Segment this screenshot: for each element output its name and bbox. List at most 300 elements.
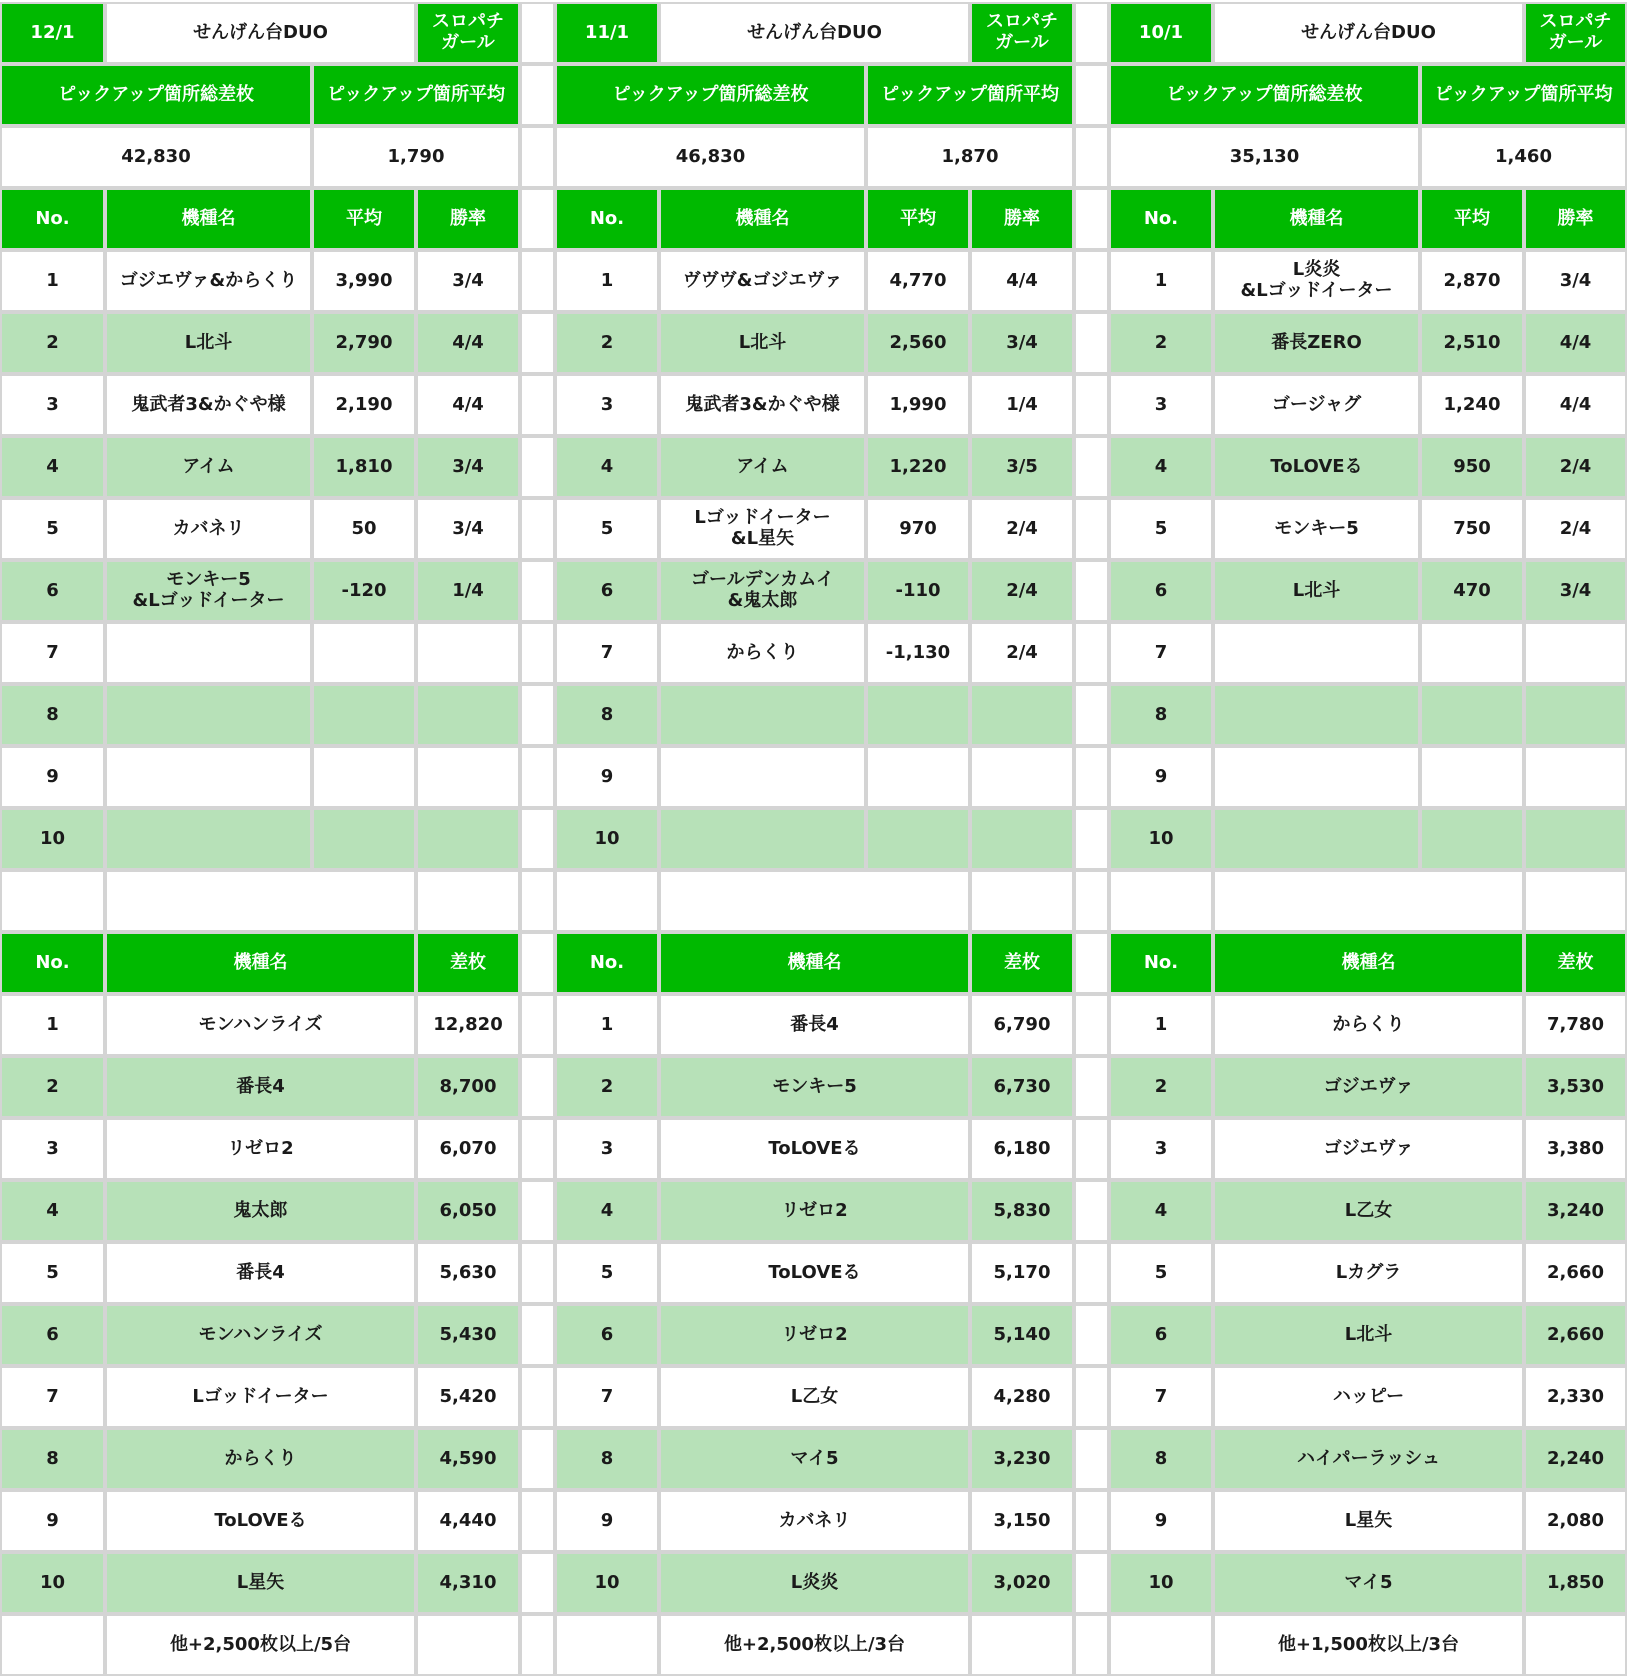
rank-cell: 2,330 xyxy=(1524,1366,1627,1428)
panel-date: 10/1 xyxy=(1109,2,1213,64)
rank-cell: 5 xyxy=(1109,1242,1213,1304)
pickup-cell xyxy=(866,746,970,808)
pickup-cell: 4 xyxy=(0,436,105,498)
rank-cell: 2 xyxy=(555,1056,659,1118)
pickup-header-cell: No. xyxy=(555,188,659,250)
total-value: 42,830 xyxy=(0,126,312,188)
pickup-cell: 470 xyxy=(1420,560,1524,622)
separator-cell xyxy=(1074,684,1109,746)
blank-cell xyxy=(1524,870,1627,932)
rank-cell: 2 xyxy=(1109,1056,1213,1118)
pickup-cell: L北斗 xyxy=(659,312,866,374)
pickup-cell xyxy=(312,684,416,746)
rank-header-cell: 差枚 xyxy=(416,932,520,994)
pickup-cell: ToLOVEる xyxy=(1213,436,1420,498)
pickup-cell: 7 xyxy=(555,622,659,684)
pickup-cell: 6 xyxy=(0,560,105,622)
rank-cell: 3,230 xyxy=(970,1428,1074,1490)
pickup-header-cell: 勝率 xyxy=(416,188,520,250)
pickup-cell: 3/4 xyxy=(970,312,1074,374)
rank-cell: 1 xyxy=(0,994,105,1056)
separator-cell xyxy=(520,994,555,1056)
separator-cell xyxy=(1074,808,1109,870)
rank-cell: マイ5 xyxy=(659,1428,970,1490)
separator-cell xyxy=(520,932,555,994)
pickup-header-cell: 平均 xyxy=(866,188,970,250)
pickup-cell: 7 xyxy=(0,622,105,684)
pickup-header-cell: No. xyxy=(1109,188,1213,250)
rank-cell: 4 xyxy=(1109,1180,1213,1242)
pickup-cell xyxy=(416,622,520,684)
pickup-header-cell: 平均 xyxy=(312,188,416,250)
store-name: せんげん台DUO xyxy=(1213,2,1524,64)
pickup-cell xyxy=(1524,746,1627,808)
pickup-cell: 3/4 xyxy=(1524,250,1627,312)
pickup-cell: 2,510 xyxy=(1420,312,1524,374)
rank-cell: ゴジエヴァ xyxy=(1213,1118,1524,1180)
pickup-cell xyxy=(105,808,312,870)
pickup-cell: 2/4 xyxy=(1524,498,1627,560)
rank-cell: 4,440 xyxy=(416,1490,520,1552)
pickup-cell: カバネリ xyxy=(105,498,312,560)
rank-cell: 番長4 xyxy=(105,1056,416,1118)
pickup-cell: 4/4 xyxy=(970,250,1074,312)
pickup-cell: 4,770 xyxy=(866,250,970,312)
pickup-cell: 8 xyxy=(0,684,105,746)
rank-cell: 3,020 xyxy=(970,1552,1074,1614)
average-label: ピックアップ箇所平均 xyxy=(1420,64,1627,126)
separator-cell xyxy=(1074,622,1109,684)
pickup-header-cell: 機種名 xyxy=(659,188,866,250)
rank-header-cell: 機種名 xyxy=(105,932,416,994)
separator-cell xyxy=(1074,312,1109,374)
panel-date: 11/1 xyxy=(555,2,659,64)
rank-cell: 6,180 xyxy=(970,1118,1074,1180)
rank-cell: 8 xyxy=(0,1428,105,1490)
separator-cell xyxy=(520,250,555,312)
rank-cell: L乙女 xyxy=(1213,1180,1524,1242)
rank-cell: 5,830 xyxy=(970,1180,1074,1242)
separator-cell xyxy=(1074,250,1109,312)
total-label: ピックアップ箇所総差枚 xyxy=(0,64,312,126)
footer-note: 他+1,500枚以上/3台 xyxy=(1213,1614,1524,1676)
separator-cell xyxy=(520,64,555,126)
blank-cell xyxy=(555,1614,659,1676)
pickup-cell xyxy=(1213,622,1420,684)
pickup-header-cell: 勝率 xyxy=(1524,188,1627,250)
pickup-cell: 10 xyxy=(1109,808,1213,870)
separator-cell xyxy=(520,498,555,560)
rank-cell: 6,070 xyxy=(416,1118,520,1180)
separator-cell xyxy=(1074,932,1109,994)
pickup-cell xyxy=(659,808,866,870)
separator-cell xyxy=(1074,870,1109,932)
pickup-cell xyxy=(1213,684,1420,746)
pickup-cell: からくり xyxy=(659,622,866,684)
separator-cell xyxy=(520,1614,555,1676)
pickup-cell xyxy=(659,746,866,808)
pickup-cell: 2/4 xyxy=(970,622,1074,684)
average-value: 1,460 xyxy=(1420,126,1627,188)
total-value: 35,130 xyxy=(1109,126,1420,188)
store-name: せんげん台DUO xyxy=(659,2,970,64)
blank-cell xyxy=(1524,1614,1627,1676)
rank-cell: モンハンライズ xyxy=(105,1304,416,1366)
pickup-cell: L北斗 xyxy=(1213,560,1420,622)
pickup-cell: アイム xyxy=(659,436,866,498)
rank-cell: 6 xyxy=(555,1304,659,1366)
rank-cell: 鬼太郎 xyxy=(105,1180,416,1242)
pickup-cell: 4/4 xyxy=(416,312,520,374)
rank-cell: 5 xyxy=(0,1242,105,1304)
pickup-cell: 1 xyxy=(0,250,105,312)
pickup-cell: 1 xyxy=(1109,250,1213,312)
blank-cell xyxy=(416,1614,520,1676)
blank-cell xyxy=(970,870,1074,932)
pickup-cell xyxy=(866,808,970,870)
pickup-cell xyxy=(970,746,1074,808)
separator-cell xyxy=(520,1242,555,1304)
pickup-cell: 2,790 xyxy=(312,312,416,374)
pickup-cell: 4/4 xyxy=(1524,312,1627,374)
pickup-cell: 3 xyxy=(555,374,659,436)
blank-cell xyxy=(0,870,105,932)
pickup-cell xyxy=(105,746,312,808)
separator-cell xyxy=(520,746,555,808)
pickup-cell xyxy=(1420,808,1524,870)
pickup-cell: 2,560 xyxy=(866,312,970,374)
rank-cell: 8,700 xyxy=(416,1056,520,1118)
pickup-cell: モンキー5 &Lゴッドイーター xyxy=(105,560,312,622)
pickup-cell: 7 xyxy=(1109,622,1213,684)
blank-cell xyxy=(105,870,416,932)
separator-cell xyxy=(1074,64,1109,126)
separator-cell xyxy=(520,2,555,64)
pickup-cell xyxy=(1524,808,1627,870)
rank-cell: 3,380 xyxy=(1524,1118,1627,1180)
pickup-header-cell: 機種名 xyxy=(105,188,312,250)
pickup-cell xyxy=(416,808,520,870)
separator-cell xyxy=(1074,746,1109,808)
pickup-cell: モンキー5 xyxy=(1213,498,1420,560)
average-label: ピックアップ箇所平均 xyxy=(866,64,1074,126)
pickup-cell: 2/4 xyxy=(1524,436,1627,498)
separator-cell xyxy=(1074,1366,1109,1428)
rank-cell: マイ5 xyxy=(1213,1552,1524,1614)
pickup-cell: 9 xyxy=(1109,746,1213,808)
tag-label: スロパチ ガール xyxy=(1524,2,1627,64)
rank-cell: 3 xyxy=(555,1118,659,1180)
pickup-cell: 2,190 xyxy=(312,374,416,436)
tag-label: スロパチ ガール xyxy=(416,2,520,64)
rank-header-cell: 差枚 xyxy=(970,932,1074,994)
separator-cell xyxy=(1074,2,1109,64)
pickup-cell xyxy=(312,746,416,808)
rank-cell: 10 xyxy=(1109,1552,1213,1614)
separator-cell xyxy=(1074,1304,1109,1366)
pickup-cell: 2/4 xyxy=(970,560,1074,622)
pickup-cell xyxy=(312,622,416,684)
rank-cell: 1 xyxy=(1109,994,1213,1056)
separator-cell xyxy=(1074,498,1109,560)
pickup-cell: 950 xyxy=(1420,436,1524,498)
rank-cell: 2,240 xyxy=(1524,1428,1627,1490)
rank-cell: モンハンライズ xyxy=(105,994,416,1056)
pickup-cell: 4 xyxy=(1109,436,1213,498)
rank-header-cell: No. xyxy=(0,932,105,994)
pickup-cell: 1,240 xyxy=(1420,374,1524,436)
separator-cell xyxy=(520,1428,555,1490)
separator-cell xyxy=(1074,374,1109,436)
blank-cell xyxy=(555,870,659,932)
rank-cell: ToLOVEる xyxy=(105,1490,416,1552)
pickup-cell xyxy=(1524,622,1627,684)
rank-cell: 6,730 xyxy=(970,1056,1074,1118)
rank-header-cell: 機種名 xyxy=(1213,932,1524,994)
average-value: 1,790 xyxy=(312,126,520,188)
pickup-cell xyxy=(105,684,312,746)
pickup-cell: 9 xyxy=(555,746,659,808)
pickup-cell: 50 xyxy=(312,498,416,560)
rank-cell: 4 xyxy=(0,1180,105,1242)
blank-cell xyxy=(416,870,520,932)
pickup-cell: 3/4 xyxy=(1524,560,1627,622)
pickup-cell: 2 xyxy=(555,312,659,374)
rank-cell: からくり xyxy=(105,1428,416,1490)
pickup-cell: 4/4 xyxy=(1524,374,1627,436)
pickup-cell: 8 xyxy=(1109,684,1213,746)
rank-cell: 4,280 xyxy=(970,1366,1074,1428)
separator-cell xyxy=(520,1490,555,1552)
rank-cell: からくり xyxy=(1213,994,1524,1056)
separator-cell xyxy=(1074,560,1109,622)
pickup-cell: 8 xyxy=(555,684,659,746)
pickup-cell: 鬼武者3&かぐや様 xyxy=(659,374,866,436)
pickup-cell xyxy=(1420,684,1524,746)
rank-cell: 1,850 xyxy=(1524,1552,1627,1614)
pickup-cell xyxy=(659,684,866,746)
rank-cell: 9 xyxy=(555,1490,659,1552)
rank-cell: 5,140 xyxy=(970,1304,1074,1366)
rank-cell: 4,310 xyxy=(416,1552,520,1614)
average-label: ピックアップ箇所平均 xyxy=(312,64,520,126)
separator-cell xyxy=(520,1118,555,1180)
separator-cell xyxy=(1074,1552,1109,1614)
average-value: 1,870 xyxy=(866,126,1074,188)
blank-cell xyxy=(1109,870,1213,932)
separator-cell xyxy=(1074,436,1109,498)
rank-cell: 9 xyxy=(1109,1490,1213,1552)
rank-cell: 3,530 xyxy=(1524,1056,1627,1118)
separator-cell xyxy=(520,1180,555,1242)
rank-cell: 3,240 xyxy=(1524,1180,1627,1242)
pickup-cell: 1/4 xyxy=(970,374,1074,436)
pickup-cell xyxy=(970,684,1074,746)
rank-cell: 10 xyxy=(0,1552,105,1614)
rank-cell: 7 xyxy=(0,1366,105,1428)
rank-cell: L乙女 xyxy=(659,1366,970,1428)
pickup-cell: 3 xyxy=(0,374,105,436)
rank-cell: Lゴッドイーター xyxy=(105,1366,416,1428)
rank-cell: 8 xyxy=(1109,1428,1213,1490)
separator-cell xyxy=(520,1304,555,1366)
separator-cell xyxy=(1074,1428,1109,1490)
rank-cell: ToLOVEる xyxy=(659,1242,970,1304)
separator-cell xyxy=(520,188,555,250)
pickup-cell: 1,810 xyxy=(312,436,416,498)
separator-cell xyxy=(520,870,555,932)
rank-cell: 5,420 xyxy=(416,1366,520,1428)
pickup-cell: 3/4 xyxy=(416,250,520,312)
rank-cell: Lカグラ xyxy=(1213,1242,1524,1304)
pickup-cell: ゴージャグ xyxy=(1213,374,1420,436)
pickup-cell xyxy=(105,622,312,684)
rank-cell: L炎炎 xyxy=(659,1552,970,1614)
pickup-cell: 5 xyxy=(1109,498,1213,560)
pickup-cell: 3/4 xyxy=(416,436,520,498)
separator-cell xyxy=(520,312,555,374)
pickup-cell: Lゴッドイーター &L星矢 xyxy=(659,498,866,560)
pickup-cell xyxy=(1420,746,1524,808)
pickup-cell xyxy=(1420,622,1524,684)
rank-cell: 6,050 xyxy=(416,1180,520,1242)
blank-cell xyxy=(1213,870,1524,932)
rank-cell: カバネリ xyxy=(659,1490,970,1552)
rank-cell: 2,660 xyxy=(1524,1304,1627,1366)
pickup-cell: L北斗 xyxy=(105,312,312,374)
separator-cell xyxy=(1074,1118,1109,1180)
pickup-cell: 1,220 xyxy=(866,436,970,498)
separator-cell xyxy=(1074,126,1109,188)
rank-cell: 6 xyxy=(0,1304,105,1366)
rank-cell: 12,820 xyxy=(416,994,520,1056)
pickup-cell: -110 xyxy=(866,560,970,622)
total-label: ピックアップ箇所総差枚 xyxy=(1109,64,1420,126)
separator-cell xyxy=(1074,1242,1109,1304)
separator-cell xyxy=(1074,1614,1109,1676)
rank-cell: モンキー5 xyxy=(659,1056,970,1118)
store-name: せんげん台DUO xyxy=(105,2,416,64)
rank-cell: 番長4 xyxy=(105,1242,416,1304)
rank-cell: ToLOVEる xyxy=(659,1118,970,1180)
rank-header-cell: 差枚 xyxy=(1524,932,1627,994)
pickup-cell: 2 xyxy=(1109,312,1213,374)
rank-cell: 9 xyxy=(0,1490,105,1552)
pickup-cell: アイム xyxy=(105,436,312,498)
pickup-header-cell: 勝率 xyxy=(970,188,1074,250)
rank-cell: 7,780 xyxy=(1524,994,1627,1056)
pickup-cell: ヴヴヴ&ゴジエヴァ xyxy=(659,250,866,312)
pickup-cell: 4 xyxy=(555,436,659,498)
pickup-cell: 3 xyxy=(1109,374,1213,436)
pickup-cell: 10 xyxy=(555,808,659,870)
pickup-cell: 1,990 xyxy=(866,374,970,436)
total-label: ピックアップ箇所総差枚 xyxy=(555,64,866,126)
footer-note: 他+2,500枚以上/5台 xyxy=(105,1614,416,1676)
pickup-cell: ゴジエヴァ&からくり xyxy=(105,250,312,312)
separator-cell xyxy=(520,1056,555,1118)
rank-cell: 4 xyxy=(555,1180,659,1242)
rank-cell: 5 xyxy=(555,1242,659,1304)
pickup-cell: 4/4 xyxy=(416,374,520,436)
blank-cell xyxy=(970,1614,1074,1676)
pickup-cell: 3,990 xyxy=(312,250,416,312)
rank-cell: 10 xyxy=(555,1552,659,1614)
rank-cell: リゼロ2 xyxy=(659,1304,970,1366)
separator-cell xyxy=(520,1366,555,1428)
panel-date: 12/1 xyxy=(0,2,105,64)
rank-header-cell: No. xyxy=(555,932,659,994)
rank-cell: 7 xyxy=(1109,1366,1213,1428)
blank-cell xyxy=(0,1614,105,1676)
separator-cell xyxy=(520,808,555,870)
pickup-cell: 3/5 xyxy=(970,436,1074,498)
rank-header-cell: No. xyxy=(1109,932,1213,994)
pickup-cell: 2/4 xyxy=(970,498,1074,560)
rank-cell: 2,660 xyxy=(1524,1242,1627,1304)
separator-cell xyxy=(1074,188,1109,250)
pickup-cell: 2,870 xyxy=(1420,250,1524,312)
rank-cell: 2,080 xyxy=(1524,1490,1627,1552)
rank-cell: リゼロ2 xyxy=(659,1180,970,1242)
rank-cell: 3,150 xyxy=(970,1490,1074,1552)
pickup-cell xyxy=(970,808,1074,870)
separator-cell xyxy=(520,436,555,498)
pickup-cell: -120 xyxy=(312,560,416,622)
rank-cell: 6,790 xyxy=(970,994,1074,1056)
rank-cell: 番長4 xyxy=(659,994,970,1056)
pickup-cell xyxy=(312,808,416,870)
pickup-cell xyxy=(1213,746,1420,808)
rank-cell: 3 xyxy=(0,1118,105,1180)
rank-cell: ゴジエヴァ xyxy=(1213,1056,1524,1118)
pickup-cell: 6 xyxy=(1109,560,1213,622)
rank-cell: 3 xyxy=(1109,1118,1213,1180)
pickup-cell xyxy=(1524,684,1627,746)
rank-cell: 6 xyxy=(1109,1304,1213,1366)
pickup-cell: L炎炎 &Lゴッドイーター xyxy=(1213,250,1420,312)
pickup-cell: 6 xyxy=(555,560,659,622)
separator-cell xyxy=(520,1552,555,1614)
tag-label: スロパチ ガール xyxy=(970,2,1074,64)
footer-note: 他+2,500枚以上/3台 xyxy=(659,1614,970,1676)
pickup-cell: 5 xyxy=(555,498,659,560)
rank-cell: 5,630 xyxy=(416,1242,520,1304)
total-value: 46,830 xyxy=(555,126,866,188)
blank-cell xyxy=(1109,1614,1213,1676)
rank-cell: L星矢 xyxy=(105,1552,416,1614)
pickup-cell: 番長ZERO xyxy=(1213,312,1420,374)
separator-cell xyxy=(520,684,555,746)
pickup-cell xyxy=(1213,808,1420,870)
rank-cell: 8 xyxy=(555,1428,659,1490)
pickup-header-cell: 機種名 xyxy=(1213,188,1420,250)
pickup-cell xyxy=(866,684,970,746)
rank-cell: L星矢 xyxy=(1213,1490,1524,1552)
pickup-cell: 1/4 xyxy=(416,560,520,622)
separator-cell xyxy=(1074,994,1109,1056)
separator-cell xyxy=(520,374,555,436)
separator-cell xyxy=(520,126,555,188)
separator-cell xyxy=(1074,1180,1109,1242)
pickup-cell: ゴールデンカムイ &鬼太郎 xyxy=(659,560,866,622)
pickup-cell: 9 xyxy=(0,746,105,808)
pickup-cell xyxy=(416,684,520,746)
separator-cell xyxy=(520,560,555,622)
pickup-cell: 5 xyxy=(0,498,105,560)
rank-cell: L北斗 xyxy=(1213,1304,1524,1366)
pickup-cell: 10 xyxy=(0,808,105,870)
